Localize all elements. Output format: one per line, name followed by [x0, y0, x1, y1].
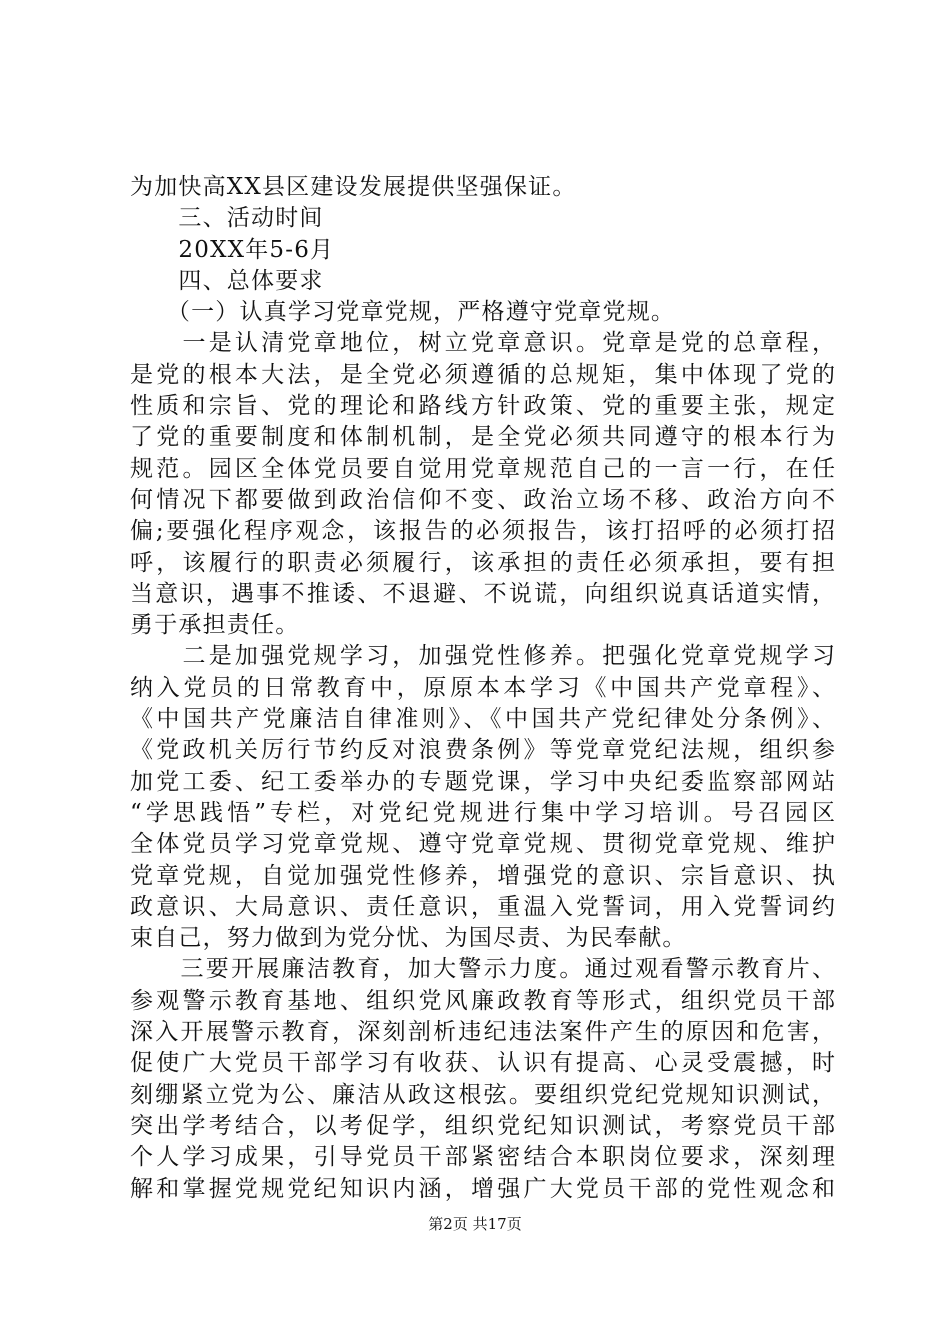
text-line: 全体党员学习党章党规、遵守党章党规、贯彻党章党规、维护 — [130, 831, 835, 858]
text-line: 了党的重要制度和体制机制，是全党必须共同遵守的根本行为 — [130, 424, 835, 451]
text-line: 性质和宗旨、党的理论和路线方针政策、党的重要主张，规定 — [130, 393, 835, 420]
text-line: 是党的根本大法，是全党必须遵循的总规矩，集中体现了党的 — [130, 361, 835, 388]
page-footer — [0, 1213, 950, 1234]
text-line: 纳入党员的日常教育中，原原本本学习《中国共产党章程》、 — [130, 674, 835, 701]
text-line: 一是认清党章地位，树立党章意识。党章是党的总章程， — [130, 330, 835, 357]
text-line: 解和掌握党规党纪知识内涵，增强广大党员干部的党性观念和 — [130, 1175, 835, 1202]
text-line: 何情况下都要做到政治信仰不变、政治立场不移、政治方向不 — [130, 486, 835, 513]
text-line: 呼，该履行的职责必须履行，该承担的责任必须承担，要有担 — [130, 549, 835, 576]
text-line: 党章党规，自觉加强党性修养，增强党的意识、宗旨意识、执 — [130, 862, 835, 889]
text-line: 规范。园区全体党员要自觉用党章规范自己的一言一行，在任 — [130, 455, 835, 482]
text-line: 突出学考结合，以考促学，组织党纪知识测试，考察党员干部 — [130, 1112, 835, 1139]
text-line: 四、总体要求 — [130, 267, 324, 294]
text-line: 《党政机关厉行节约反对浪费条例》等党章党纪法规，组织参 — [130, 737, 835, 764]
text-line: 偏;要强化程序观念，该报告的必须报告，该打招呼的必须打招 — [130, 518, 835, 545]
text-line: 刻绷紧立党为公、廉洁从政这根弦。要组织党纪党规知识测试， — [130, 1081, 835, 1108]
text-line: 三、活动时间 — [130, 205, 324, 232]
text-line: 勇于承担责任。 — [130, 612, 300, 639]
text-line: 三要开展廉洁教育，加大警示力度。通过观看警示教育片、 — [130, 956, 835, 983]
page-number-label: 第2页 共17页 — [428, 1215, 522, 1233]
text-line: 参观警示教育基地、组织党风廉政教育等形式，组织党员干部 — [130, 987, 835, 1014]
text-line: 20XX年5-6月 — [130, 236, 335, 263]
text-line: 为加快高XX县区建设发展提供坚强保证。 — [130, 174, 577, 200]
text-line: 个人学习成果，引导党员干部紧密结合本职岗位要求，深刻理 — [130, 1144, 835, 1171]
text-line: 二是加强党规学习，加强党性修养。把强化党章党规学习 — [130, 643, 835, 670]
text-line: 束自己，努力做到为党分忧、为国尽责、为民奉献。 — [130, 925, 687, 952]
text-line: 加党工委、纪工委举办的专题党课，学习中央纪委监察部网站 — [130, 768, 835, 795]
text-line: （一）认真学习党章党规，严格遵守党章党规。 — [130, 299, 676, 326]
text-line: 当意识，遇事不推诿、不退避、不说谎，向组织说真话道实情， — [130, 580, 835, 607]
text-line: 促使广大党员干部学习有收获、认识有提高、心灵受震撼，时 — [130, 1050, 835, 1077]
document-body — [130, 172, 835, 1205]
text-line: “学思践悟”专栏，对党纪党规进行集中学习培训。号召园区 — [130, 799, 835, 826]
text-line: 政意识、大局意识、责任意识，重温入党誓词，用入党誓词约 — [130, 893, 835, 920]
text-line: 深入开展警示教育，深刻剖析违纪违法案件产生的原因和危害， — [130, 1019, 835, 1046]
text-line: 《中国共产党廉洁自律准则》、《中国共产党纪律处分条例》、 — [130, 706, 835, 733]
